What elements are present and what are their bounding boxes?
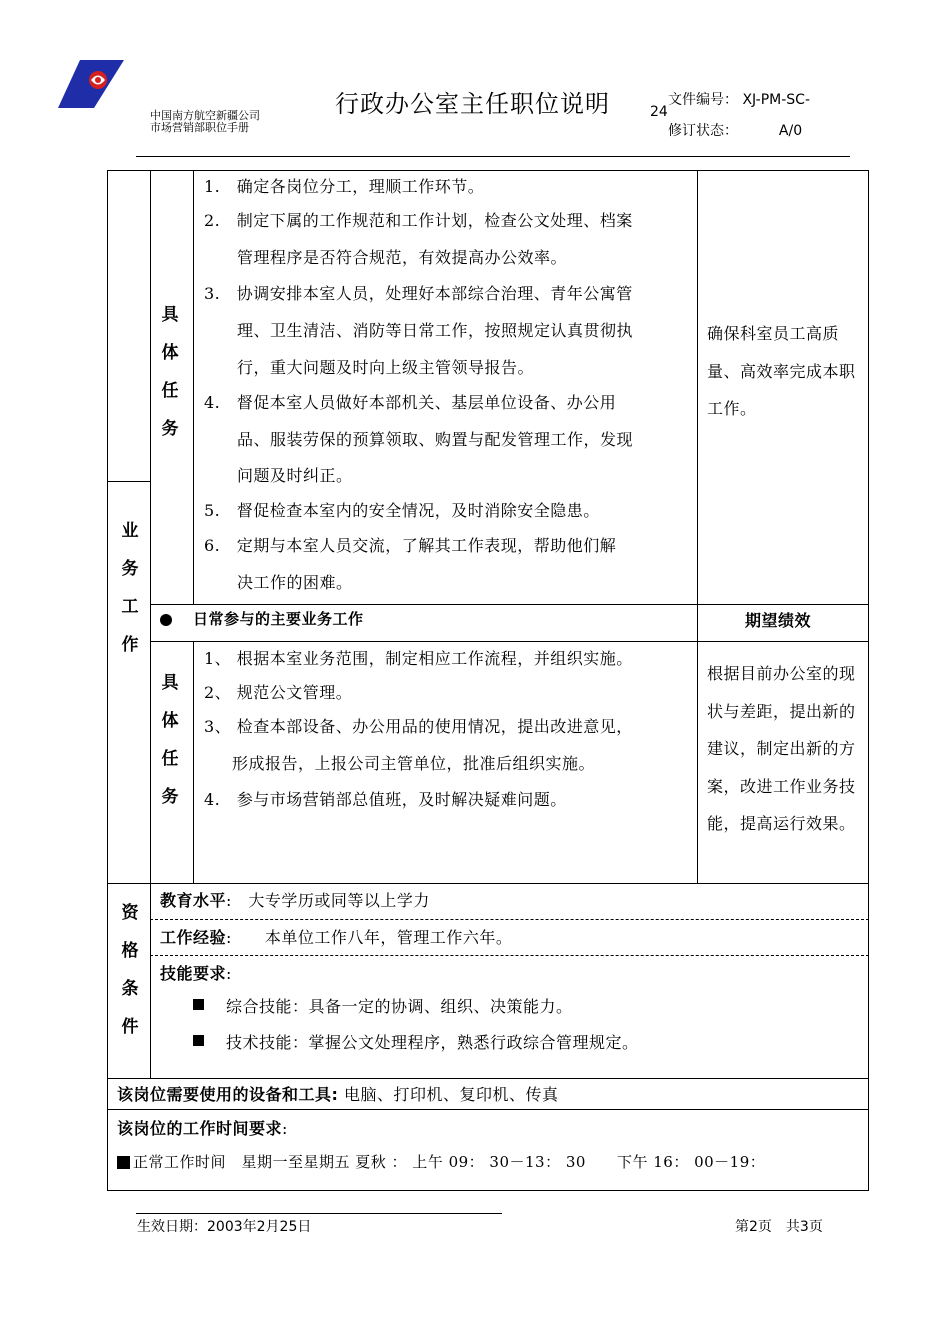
list-item: 4. 参与市场营销部总值班，及时解决疑难问题。 <box>204 790 567 809</box>
worktime-label: 该岗位的工作时间要求 <box>117 1119 283 1138</box>
education-value: 大专学历或同等以上学力 <box>248 891 430 910</box>
expected-performance-2: 根据目前办公室的现状与差距，提出新的建议，制定出新的方案，改进工作业务技能，提高运行效果。 <box>707 664 856 833</box>
list-item: 品、服装劳保的预算领取、购置与配发管理工作，发现 <box>237 430 634 449</box>
section-label-business: 业务工作 <box>121 521 139 655</box>
page-title: 行政办公室主任职位说明 <box>335 90 610 118</box>
square-bullet-icon <box>117 1156 130 1169</box>
list-item: 5. 督促检查本室内的安全情况，及时消除安全隐患。 <box>204 501 600 520</box>
worktime-row: 该岗位的工作时间要求: <box>117 1119 288 1138</box>
list-item: 2、 规范公文管理。 <box>204 683 353 702</box>
list-item: 理、卫生清洁、消防等日常工作，按照规定认真贯彻执 <box>237 321 634 340</box>
worktime-detail: 正常工作时间 星期一至星期五 夏秋 ： 上午 09： 30－13： 30 下午 16： 00－19： <box>133 1153 766 1171</box>
experience-row: 工作经验: 本单位工作八年，管理工作六年。 <box>160 928 513 947</box>
equipment-label: 该岗位需要使用的设备和工具: <box>117 1085 339 1104</box>
list-item: 3. 协调安排本室人员，处理好本部综合治理、青年公寓管 <box>204 284 633 303</box>
effective-date: 生效日期：2003年2月25日 <box>137 1219 312 1235</box>
expected-performance-1: 确保科室员工高质量、高效率完成本职工作。 <box>707 324 856 418</box>
list-item: 1. 确定各岗位分工，理顺工作环节。 <box>204 177 485 196</box>
footer-rule <box>136 1213 502 1214</box>
experience-label: 工作经验 <box>160 928 227 947</box>
list-item: 技术技能：掌握公文处理程序，熟悉行政综合管理规定。 <box>226 1033 639 1052</box>
list-item: 问题及时纠正。 <box>237 466 353 485</box>
education-label: 教育水平 <box>160 891 227 910</box>
company-name: 中国南方航空新疆公司 <box>150 109 260 122</box>
list-item: 行，重大问题及时向上级主管领导报告。 <box>237 358 535 377</box>
manual-name: 市场营销部职位手册 <box>150 121 249 134</box>
daily-work-header: 日常参与的主要业务工作 <box>193 610 364 628</box>
page-number: 第2页 共3页 <box>735 1219 823 1235</box>
education-row: 教育水平: 大专学历或同等以上学力 <box>160 891 430 910</box>
doc-number-value: XJ-PM-SC- <box>742 92 811 108</box>
list-item: 形成报告，上报公司主管单位，批准后组织实施。 <box>232 754 596 773</box>
list-item: 6. 定期与本室人员交流，了解其工作表现，帮助他们解 <box>204 536 617 555</box>
list-item: 4. 督促本室人员做好本部机关、基层单位设备、办公用 <box>204 393 617 412</box>
task-label-2: 具体任务 <box>161 673 179 807</box>
square-bullet-icon <box>193 999 204 1010</box>
equipment-value: 电脑、打印机、复印机、传真 <box>344 1085 559 1104</box>
skill-row: 技能要求: <box>160 964 232 983</box>
list-item: 3、 检查本部设备、办公用品的使用情况，提出改进意见， <box>204 717 633 736</box>
revision-label: 修订状态： <box>668 123 738 139</box>
list-item: 综合技能：具备一定的协调、组织、决策能力。 <box>226 997 573 1016</box>
doc-number <box>668 89 810 109</box>
list-item: 管理程序是否符合规范，有效提高办公效率。 <box>237 248 568 267</box>
list-item: 决工作的困难。 <box>237 573 353 592</box>
airline-logo-icon <box>58 60 124 108</box>
square-bullet-icon <box>193 1035 204 1046</box>
list-item: 1、 根据本室业务范围，制定相应工作流程，并组织实施。 <box>204 649 633 668</box>
task-label-1: 具体任务 <box>161 305 179 439</box>
bullet-dot-icon <box>160 614 172 626</box>
revision-status <box>668 120 802 140</box>
experience-value: 本单位工作八年，管理工作六年。 <box>264 928 513 947</box>
list-item: 2. 制定下属的工作规范和工作计划，检查公文处理、档案 <box>204 211 633 230</box>
skill-label: 技能要求 <box>160 964 227 983</box>
section-label-qualification: 资格条件 <box>121 903 139 1037</box>
doc-number-label: 文件编号： <box>668 92 738 108</box>
doc-number-continuation: 24 <box>650 104 668 120</box>
equipment-row <box>117 1082 559 1105</box>
header-rule <box>136 156 850 157</box>
revision-value: A/0 <box>778 123 803 139</box>
perf-header: 期望绩效 <box>745 611 812 630</box>
